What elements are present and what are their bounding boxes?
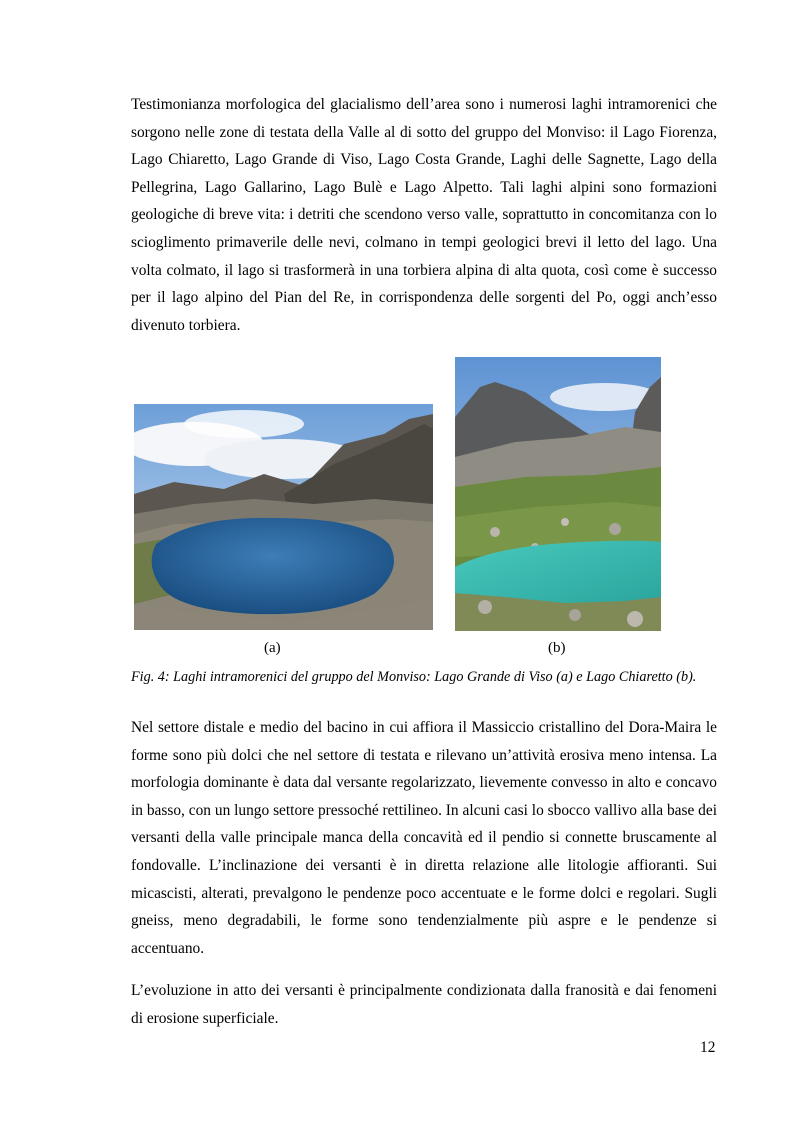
paragraph-morphology: Nel settore distale e medio del bacino in cui affiora il Massiccio cristallino del Dora-Maira le forme sono più dolci che nel settore di testata e rilevano un’attività erosiva meno intensa. La morfologia dominante è data dal versante regolarizzato, lievemente convesso in alto e concavo in basso, con un lungo settore pressoché rettilineo. In alcuni casi lo sbocco vallivo alla base dei versanti della valle principale manca della concavità ed il pendio si connette bruscamente al fondovalle. L’inclinazione dei versanti è in diretta relazione alle litologie affioranti. Sui micascisti, alterati, prevalgono le pendenze poco accentuate e le forme dolci e regolari. Sugli gneiss, meno degradabili, le forme sono tendenzialmente più aspre e le pendenze si accentuano. [131, 719, 717, 957]
page-number: 12 [700, 1039, 716, 1056]
paragraph-evolution: L’evoluzione in atto dei versanti è principalmente condizionata dalla franosità e dai fenomeni di erosione superficiale. [131, 982, 717, 1027]
figure-caption: Fig. 4: Laghi intramorenici del gruppo del Monviso: Lago Grande di Viso (a) e Lago Chiaretto (b). [131, 669, 697, 685]
photo-lago-chiaretto [455, 357, 661, 631]
paragraph-intro: Testimonianza morfologica del glacialismo dell’area sono i numerosi laghi intramorenici che sorgono nelle zone di testata della Valle al di sotto del gruppo del Monviso: il Lago Fiorenza, Lago Chiaretto, Lago Grande di Viso, Lago Costa Grande, Laghi delle Sagnette, Lago della Pellegrina, Lago Gallarino, Lago Bulè e Lago Alpetto. Tali laghi alpini sono formazioni geologiche di breve vita: i detriti che scendono verso valle, soprattutto in concomitanza con lo scioglimento primaverile delle nevi, colmano in tempi geologici brevi il letto del lago. Una volta colmato, il lago si trasformerà in una torbiera alpina di alta quota, così come è successo per il lago alpino del Pian del Re, in corrispondenza delle sorgenti del Po, oggi anch’esso divenuto torbiera. [131, 96, 717, 334]
figure-label-a: (a) [264, 640, 281, 656]
photo-lago-grande-di-viso [134, 404, 433, 630]
figure-label-b: (b) [548, 640, 566, 656]
